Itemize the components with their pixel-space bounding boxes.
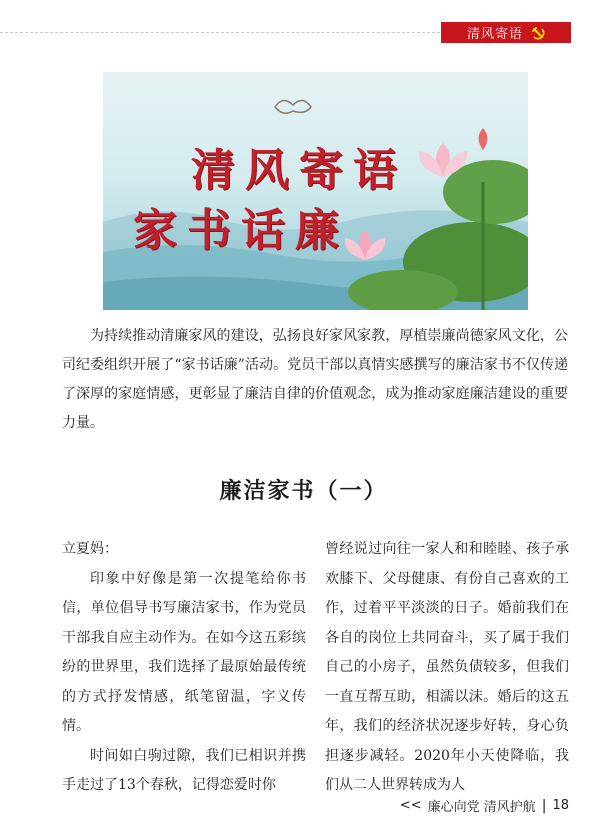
footer-slogan: 廉心向党 清风护航 (427, 800, 536, 815)
intro-paragraph: 为持续推动清廉家风的建设，弘扬良好家风家教，厚植崇廉尚德家风文化，公司纪委组织开展了“家书话廉”活动。党员干部以真情实感撰写的廉洁家书不仅传递了深厚的家庭情感，更彰显了廉洁自律的价值观念，成为推动家庭廉洁建设的重要力量。 (62, 328, 568, 431)
article-column-left (62, 535, 306, 801)
banner-title-line-1: 清风寄语 (191, 145, 407, 196)
salutation: 立夏妈： (62, 541, 118, 557)
article-column-right (325, 535, 569, 801)
footer-prefix: << (399, 798, 422, 813)
hammer-sickle-icon (531, 26, 545, 40)
paragraph: 时间如白驹过隙，我们已相识并携手走过了13个春秋，记得恋爱时你 (62, 747, 306, 793)
banner-title-line-2: 家书话廉 (133, 205, 349, 256)
header-divider (0, 32, 440, 33)
paragraph: 印象中好像是第一次提笔给你书信，单位倡导书写廉洁家书，作为党员干部我自应主动作为。在如今这五彩缤纷的世界里，我们选择了最原始最传统的方式抒发情感，纸笔留温，字义传情。 (62, 570, 306, 734)
section-label: 清风寄语 (466, 27, 523, 42)
section-tab (441, 22, 571, 43)
page-footer (400, 796, 569, 815)
footer-separator: | (541, 797, 547, 814)
article-title: 廉洁家书（一） (219, 478, 388, 504)
banner-image (103, 72, 528, 310)
page-number: 18 (552, 798, 569, 813)
paragraph: 曾经说过向往一家人和和睦睦、孩子承欢膝下、父母健康、有份自己喜欢的工作，过着平平淡淡的日子。婚前我们在各自的岗位上共同奋斗，买了属于我们自己的小房子，虽然负债较多，但我们一直互帮互助，相濡以沫。婚后的这五年，我们的经济状况逐步好转，身心负担逐步减轻。2020年小天使降临，我们从二人世界转成为人 (325, 541, 569, 793)
